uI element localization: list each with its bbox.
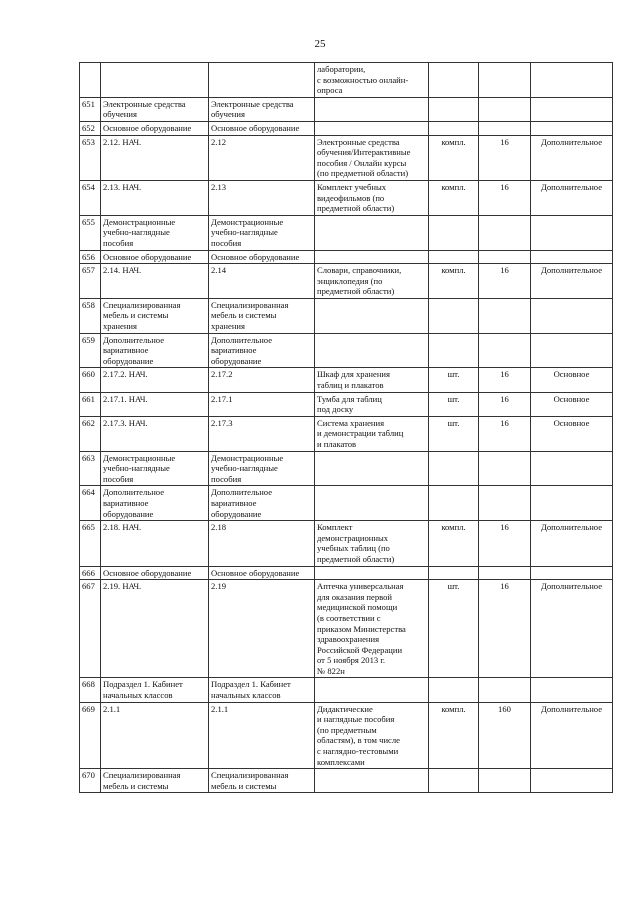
row-unit-cell: компл.	[429, 264, 479, 299]
row-description-cell	[315, 451, 429, 486]
row-description-cell	[315, 97, 429, 121]
row-type-cell: Дополнительное	[531, 521, 613, 566]
table-row	[80, 769, 613, 793]
row-quantity-cell: 160	[479, 702, 531, 769]
table-row	[80, 250, 613, 264]
row-name-cell: 2.12. НАЧ.	[101, 135, 209, 180]
row-quantity-cell: 16	[479, 521, 531, 566]
row-code-cell: Демонстрационные учебно-наглядные пособия	[209, 215, 315, 250]
row-quantity-cell: 16	[479, 264, 531, 299]
equipment-table	[79, 62, 613, 793]
table-row	[80, 580, 613, 678]
row-description-cell: Тумба для таблиц под доску	[315, 392, 429, 416]
row-type-cell: Основное	[531, 392, 613, 416]
row-unit-cell: компл.	[429, 180, 479, 215]
row-name-cell: 2.17.1. НАЧ.	[101, 392, 209, 416]
row-quantity-cell	[479, 298, 531, 333]
row-quantity-cell: 16	[479, 416, 531, 451]
row-unit-cell	[429, 451, 479, 486]
row-description-cell	[315, 566, 429, 580]
row-description-cell: Комплект учебных видеофильмов (по предметной области)	[315, 180, 429, 215]
row-code-cell: Основное оборудование	[209, 566, 315, 580]
row-number-cell: 652	[80, 121, 101, 135]
row-code-cell: Подраздел 1. Кабинет начальных классов	[209, 678, 315, 702]
row-quantity-cell	[479, 769, 531, 793]
row-number-cell: 651	[80, 97, 101, 121]
row-name-cell	[101, 63, 209, 98]
row-number-cell: 657	[80, 264, 101, 299]
row-quantity-cell	[479, 215, 531, 250]
row-description-cell	[315, 215, 429, 250]
row-code-cell: Основное оборудование	[209, 250, 315, 264]
row-description-cell	[315, 250, 429, 264]
row-type-cell	[531, 298, 613, 333]
row-number-cell	[80, 63, 101, 98]
table-row	[80, 180, 613, 215]
row-number-cell: 654	[80, 180, 101, 215]
table-row	[80, 333, 613, 368]
row-number-cell: 666	[80, 566, 101, 580]
row-type-cell	[531, 451, 613, 486]
row-unit-cell: шт.	[429, 416, 479, 451]
table-row	[80, 298, 613, 333]
row-unit-cell	[429, 566, 479, 580]
row-code-cell: 2.17.2	[209, 368, 315, 392]
row-description-cell: Комплект демонстрационных учебных таблиц (по предметной области)	[315, 521, 429, 566]
row-description-cell: Словари, справочники, энциклопедия (по предметной области)	[315, 264, 429, 299]
row-description-cell: лаборатории, с возможностью онлайн- опроса	[315, 63, 429, 98]
row-unit-cell	[429, 250, 479, 264]
row-quantity-cell	[479, 333, 531, 368]
row-type-cell: Дополнительное	[531, 702, 613, 769]
table-row	[80, 566, 613, 580]
row-type-cell	[531, 250, 613, 264]
row-unit-cell: компл.	[429, 135, 479, 180]
row-unit-cell	[429, 63, 479, 98]
table-row	[80, 416, 613, 451]
row-quantity-cell: 16	[479, 180, 531, 215]
row-type-cell: Дополнительное	[531, 580, 613, 678]
row-type-cell: Основное	[531, 368, 613, 392]
row-unit-cell: шт.	[429, 580, 479, 678]
row-quantity-cell	[479, 63, 531, 98]
row-number-cell: 662	[80, 416, 101, 451]
table-row	[80, 702, 613, 769]
row-code-cell: Специализированная мебель и системы	[209, 769, 315, 793]
row-name-cell: Основное оборудование	[101, 121, 209, 135]
table-body	[80, 63, 613, 793]
row-type-cell	[531, 97, 613, 121]
row-type-cell	[531, 63, 613, 98]
row-code-cell: Электронные средства обучения	[209, 97, 315, 121]
row-type-cell	[531, 121, 613, 135]
row-number-cell: 656	[80, 250, 101, 264]
row-description-cell: Шкаф для хранения таблиц и плакатов	[315, 368, 429, 392]
row-quantity-cell	[479, 678, 531, 702]
row-type-cell: Основное	[531, 416, 613, 451]
row-unit-cell: компл.	[429, 521, 479, 566]
row-description-cell: Система хранения и демонстрации таблиц и плакатов	[315, 416, 429, 451]
row-code-cell: 2.1.1	[209, 702, 315, 769]
row-number-cell: 663	[80, 451, 101, 486]
row-unit-cell	[429, 215, 479, 250]
row-description-cell	[315, 121, 429, 135]
row-name-cell: Специализированная мебель и системы хранения	[101, 298, 209, 333]
table-row	[80, 215, 613, 250]
row-quantity-cell	[479, 451, 531, 486]
row-type-cell	[531, 333, 613, 368]
row-code-cell: 2.18	[209, 521, 315, 566]
row-name-cell: Подраздел 1. Кабинет начальных классов	[101, 678, 209, 702]
row-number-cell: 668	[80, 678, 101, 702]
row-number-cell: 661	[80, 392, 101, 416]
row-unit-cell: шт.	[429, 392, 479, 416]
row-name-cell: Основное оборудование	[101, 566, 209, 580]
row-name-cell: Основное оборудование	[101, 250, 209, 264]
row-quantity-cell: 16	[479, 368, 531, 392]
row-description-cell: Электронные средства обучения/Интерактивные пособия / Онлайн курсы (по предметной области)	[315, 135, 429, 180]
row-number-cell: 664	[80, 486, 101, 521]
row-description-cell	[315, 298, 429, 333]
row-code-cell: Специализированная мебель и системы хранения	[209, 298, 315, 333]
row-code-cell: Основное оборудование	[209, 121, 315, 135]
row-name-cell: Специализированная мебель и системы	[101, 769, 209, 793]
row-quantity-cell	[479, 566, 531, 580]
row-code-cell: Демонстрационные учебно-наглядные пособия	[209, 451, 315, 486]
row-quantity-cell	[479, 97, 531, 121]
row-code-cell: 2.13	[209, 180, 315, 215]
row-description-cell: Аптечка универсальная для оказания первой медицинской помощи (в соответствии с приказом Министерства здравоохранения Российской Федерации от 5 ноября 2013 г. № 822н	[315, 580, 429, 678]
table-row	[80, 678, 613, 702]
table-row	[80, 63, 613, 98]
row-type-cell	[531, 678, 613, 702]
page-number: 25	[314, 38, 326, 50]
row-name-cell: 2.18. НАЧ.	[101, 521, 209, 566]
row-description-cell	[315, 678, 429, 702]
row-unit-cell	[429, 678, 479, 702]
row-type-cell	[531, 566, 613, 580]
row-quantity-cell: 16	[479, 135, 531, 180]
table-row	[80, 486, 613, 521]
row-unit-cell	[429, 333, 479, 368]
row-type-cell: Дополнительное	[531, 180, 613, 215]
table-row	[80, 97, 613, 121]
table-row	[80, 264, 613, 299]
row-unit-cell	[429, 97, 479, 121]
row-number-cell: 667	[80, 580, 101, 678]
row-name-cell: Электронные средства обучения	[101, 97, 209, 121]
row-quantity-cell: 16	[479, 580, 531, 678]
row-unit-cell	[429, 298, 479, 333]
row-number-cell: 658	[80, 298, 101, 333]
row-type-cell	[531, 215, 613, 250]
row-quantity-cell	[479, 486, 531, 521]
row-unit-cell	[429, 486, 479, 521]
row-number-cell: 670	[80, 769, 101, 793]
row-code-cell: 2.12	[209, 135, 315, 180]
row-name-cell: Демонстрационные учебно-наглядные пособия	[101, 451, 209, 486]
row-code-cell: Дополнительное вариативное оборудование	[209, 333, 315, 368]
row-type-cell	[531, 486, 613, 521]
row-code-cell: 2.19	[209, 580, 315, 678]
row-quantity-cell	[479, 121, 531, 135]
row-unit-cell: шт.	[429, 368, 479, 392]
table-row	[80, 521, 613, 566]
row-name-cell: 2.17.3. НАЧ.	[101, 416, 209, 451]
row-name-cell: Дополнительное вариативное оборудование	[101, 486, 209, 521]
row-code-cell	[209, 63, 315, 98]
row-name-cell: Демонстрационные учебно-наглядные пособия	[101, 215, 209, 250]
row-number-cell: 665	[80, 521, 101, 566]
table-row	[80, 121, 613, 135]
row-code-cell: 2.17.3	[209, 416, 315, 451]
row-number-cell: 660	[80, 368, 101, 392]
row-unit-cell	[429, 769, 479, 793]
row-name-cell: 2.14. НАЧ.	[101, 264, 209, 299]
row-unit-cell: компл.	[429, 702, 479, 769]
table-row	[80, 392, 613, 416]
row-number-cell: 655	[80, 215, 101, 250]
row-code-cell: 2.14	[209, 264, 315, 299]
row-number-cell: 659	[80, 333, 101, 368]
row-name-cell: 2.17.2. НАЧ.	[101, 368, 209, 392]
row-code-cell: 2.17.1	[209, 392, 315, 416]
table-row	[80, 368, 613, 392]
row-quantity-cell: 16	[479, 392, 531, 416]
row-name-cell: 2.19. НАЧ.	[101, 580, 209, 678]
table-row	[80, 451, 613, 486]
row-type-cell	[531, 769, 613, 793]
row-name-cell: 2.13. НАЧ.	[101, 180, 209, 215]
row-unit-cell	[429, 121, 479, 135]
row-type-cell: Дополнительное	[531, 264, 613, 299]
row-code-cell: Дополнительное вариативное оборудование	[209, 486, 315, 521]
row-description-cell	[315, 333, 429, 368]
row-description-cell	[315, 486, 429, 521]
row-type-cell: Дополнительное	[531, 135, 613, 180]
row-description-cell: Дидактические и наглядные пособия (по предметным областям), в том числе с наглядно-тестовыми комплексами	[315, 702, 429, 769]
row-description-cell	[315, 769, 429, 793]
row-name-cell: Дополнительное вариативное оборудование	[101, 333, 209, 368]
row-quantity-cell	[479, 250, 531, 264]
row-number-cell: 653	[80, 135, 101, 180]
row-number-cell: 669	[80, 702, 101, 769]
table-row	[80, 135, 613, 180]
row-name-cell: 2.1.1	[101, 702, 209, 769]
